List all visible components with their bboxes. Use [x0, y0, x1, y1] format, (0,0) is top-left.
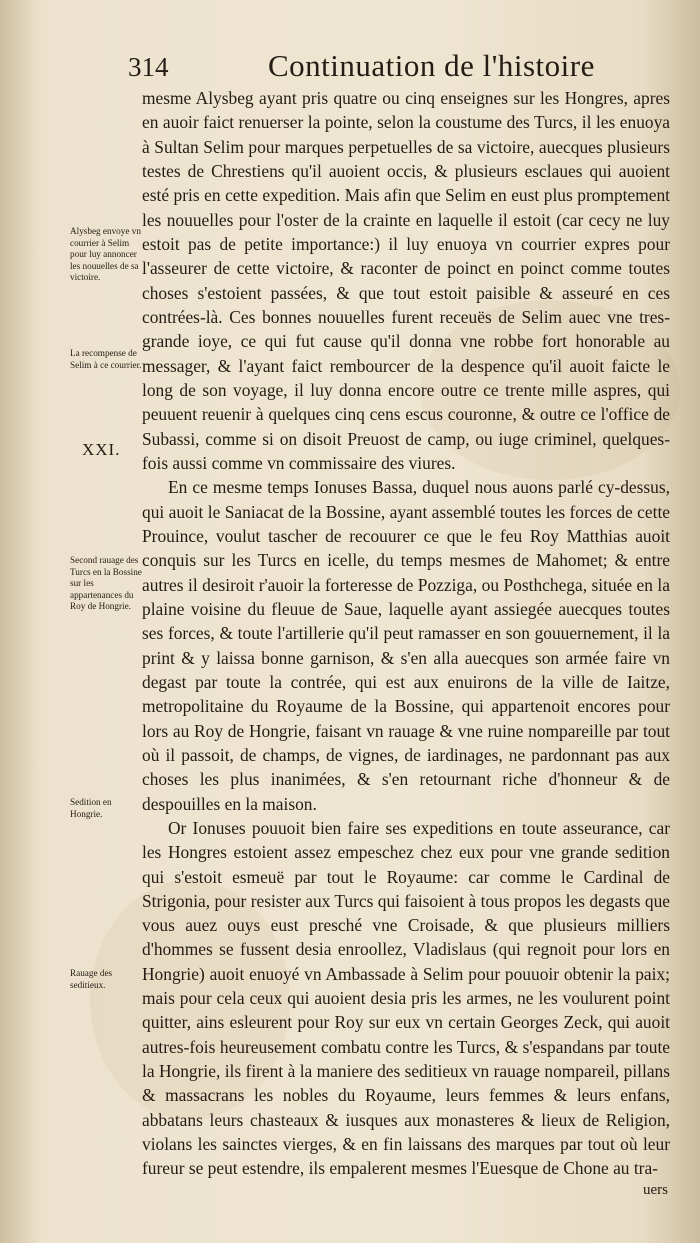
paragraph: En ce mesme temps Ionuses Bassa, duquel nous auons parlé cy-dessus, qui auoit le Saniacat de la Bossine, ayant assemblé toutes les forces de cette Prouince, voulut tascher de recouurer ce que le feu Roy Matthias auoit conquis sur les Turcs en icelle, du temps mesmes de Mahomet; & entre autres il desiroit r'auoir la forteresse de Pozziga, ou Posthchega, située en la plaine voisine du fleuue de Saue, laquelle ayant assiegée auecques toutes ses forces, & toute l'artillerie qu'il peut ramasser en son gouuernement, il la print & y laissa bonne garnison, & s'en alla auecques son armée faire vn degast par toute la contrée, qui est aux enuirons de la ville de Iaitze, metropolitaine du Royaume de la Bossine, qui appartenoit encores pour lors au Roy de Hongrie, faisant vn rauage & vne ruine nompareille par tout où il passoit, de champs, de vignes, de iardinages, ne pardonnant pas aux choses les plus inanimées, & s'en retournant riche d'honneur & de despouilles en la maison.	[142, 477, 670, 814]
page-header	[128, 48, 668, 84]
margin-note: Rauage des seditieux.	[70, 968, 113, 990]
body-text	[142, 86, 670, 1181]
margin-note: Sedition en Hongrie.	[70, 797, 112, 819]
paragraph: Or Ionuses pouuoit bien faire ses expeditions en toute asseurance, car les Hongres estoient assez empeschez chez eux pour vne grande sedition qui s'estoit esmeuë par tout le Royaume: car comme le Cardinal de Strigonia, pour resister aux Turcs qui faisoient à tous propos les degasts que vous auez ouys eust presché vne Croisade, & que plusieurs milliers d'hommes se fussent desia enroollez, Vladislaus (qui regnoit pour lors en Hongrie) auoit enuoyé vn Ambassade à Selim pour pouuoir obtenir la paix; mais pour cela ceux qui auoient desia pris les armes, ne les voulurent point quitter, ains esleurent pour Roy sur eux vn certain Georges Zeck, qui auoit autres-fois heureusement combatu contre les Turcs, & s'espandans par toute la Hongrie, ils firent à la maniere des seditieux vn rauage nompareil, pillans & massacrans les nobles du Royaume, leurs femmes & leurs enfans, abbatans leurs chasteaux & iusques aux monasteres & lieux de Religion, violans les sainctes vierges, & en fin laissans des marques par tout où leur fureur se peut estendre, ils empalerent mesmes l'Euesque de Chone au tra-	[142, 817, 670, 1179]
page-number: 314	[128, 52, 169, 82]
paragraph: mesme Alysbeg ayant pris quatre ou cinq enseignes sur les Hongres, apres en auoir faict renuerser la pointe, selon la coustume des Turcs, il les enuoya à Sultan Selim pour marques perpetuelles de sa victoire, auecques plusieurs testes de Chrestiens qu'il auoient occis, & plusieurs esclaues qui auoient esté pris en cette expedition. Mais afin que Selim en eust plus promptement les nouuelles pour l'oster de la crainte en laquelle il estoit (car cecy ne luy estoit pas de petite importance:) il luy enuoya vn courrier expres pour l'asseurer de cette victoire, & raconter de poinct en poinct comme toutes choses s'estoient passées, & que tout estoit paisible & asseuré en ces contrées-là. Ces bonnes nouuelles furent receuës de Selim auec vne tres-grande ioye, ce qui fut cause qu'il donna vne robbe fort honorable au messager, & l'ayant faict rembourcer de la despence qu'il auoit faicte le long de son voyage, il luy donna encore outre ce trente mille aspres, qui peuuent reuenir à quelques cinq cens escus couronne, & outre ce l'office de Subassi, comme si on disoit Preuost de camp, ou iuge criminel, quelques-fois aussi comme vn commissaire des viures.	[142, 88, 670, 473]
running-title: Continuation de l'histoire	[268, 48, 595, 83]
margin-note: Alysbeg envoye vn courrier à Selim pour luy annoncer les nouuelles de sa victoire.	[70, 226, 141, 282]
catchword: uers	[643, 1182, 668, 1198]
margin-note: Second rauage des Turcs en la Bossine sur les appartenances du Roy de Hongrie.	[70, 555, 142, 611]
section-numeral: XXI.	[82, 440, 121, 459]
margin-note: La recompense de Selim à ce courrier.	[70, 348, 142, 370]
